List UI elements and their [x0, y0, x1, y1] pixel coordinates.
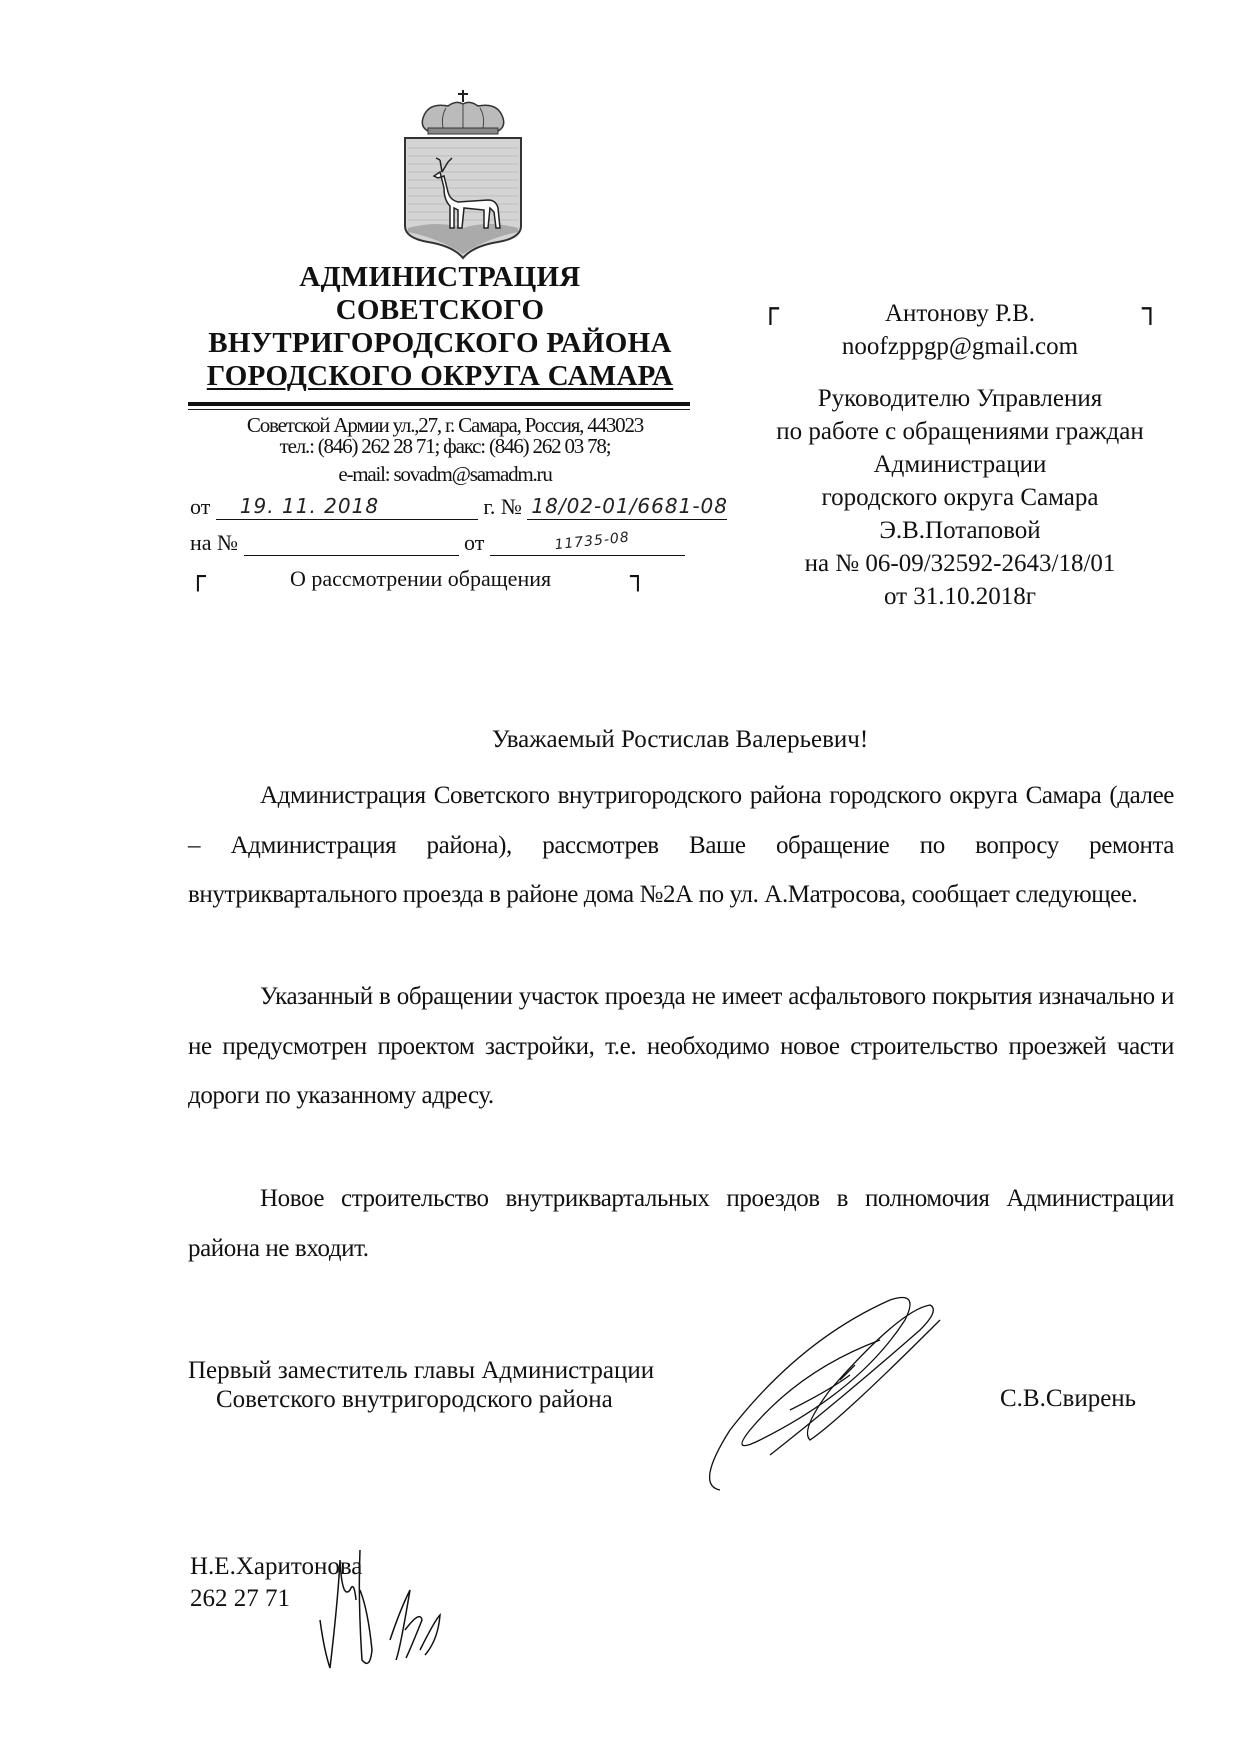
number-field — [527, 494, 728, 520]
sender-email: e-mail: sovadm@samadm.ru — [338, 462, 552, 486]
copy-line: Руководителю Управления — [817, 385, 1103, 412]
handwritten-signature-icon — [690, 1280, 1020, 1500]
date-handwritten: 19. 11. 2018 — [239, 494, 380, 518]
subject-text: О рассмотрении обращения — [290, 566, 552, 591]
copy-line: Администрации — [873, 451, 1047, 478]
number-handwritten-extra: 11735-08 — [553, 529, 631, 554]
body-paragraph: Новое строительство внутриквартальных проездов в полномочия Администрации района не входит. — [188, 1185, 1174, 1262]
copy-recipient-block — [745, 382, 1175, 613]
signatory-name: С.В.Свирень — [1000, 1385, 1137, 1412]
sender-address: Советской Армии ул.,27, г. Самара, Россия, 443023 — [246, 413, 644, 437]
position-line: Первый заместитель главы Администрации — [188, 1357, 655, 1384]
salutation: Уважаемый Ростислав Валерьевич! — [491, 726, 869, 753]
addressee-block — [745, 297, 1175, 363]
date-field — [216, 494, 478, 520]
org-line: ВНУТРИГОРОДСКОГО РАЙОНА — [208, 327, 672, 359]
number-label: г. № — [483, 494, 522, 519]
reply-from-label: от — [464, 530, 485, 555]
copy-line: городского округа Самара — [821, 484, 1099, 511]
corner-bracket-left-icon: ┌ — [762, 292, 779, 325]
body-paragraph: Указанный в обращении участок проезда не имеет асфальтового покрытия изначально и не предусмотрен проектом застройки, т.е. необходимо новое строительство проезжей части дороги по указанному адресу. — [188, 983, 1174, 1109]
reply-from-field — [490, 533, 685, 556]
header-rule-thin — [188, 409, 690, 410]
from-label: от — [190, 494, 211, 519]
coat-of-arms-icon — [378, 88, 548, 260]
signatory-position — [188, 1356, 654, 1414]
addressee-name: Антонову Р.В. — [884, 300, 1036, 327]
executor-phone: 262 27 71 — [190, 1585, 290, 1612]
copy-line: Э.В.Потаповой — [879, 517, 1041, 544]
addressee-email: noofzppgp@gmail.com — [841, 333, 1079, 360]
copy-line: от 31.10.2018г — [883, 583, 1037, 610]
number-handwritten: 18/02-01/6681-08 — [531, 494, 728, 518]
copy-line: на № 06-09/32592-2643/18/01 — [804, 550, 1116, 577]
registration-date-row — [190, 494, 727, 520]
sender-organization — [180, 261, 700, 393]
reply-to-label: на № — [190, 530, 239, 555]
position-line: Советского внутригородского района — [216, 1386, 613, 1413]
corner-bracket-right-icon: ┐ — [630, 562, 646, 592]
handwritten-initials-icon — [310, 1540, 470, 1690]
header-rule — [188, 402, 690, 406]
corner-bracket-right-icon: ┐ — [1142, 292, 1159, 325]
corner-bracket-left-icon: ┌ — [190, 562, 206, 592]
org-line: СОВЕТСКОГО — [335, 294, 545, 326]
org-line: АДМИНИСТРАЦИЯ — [299, 261, 581, 293]
executor-name: Н.Е.Харитонова — [190, 1553, 363, 1580]
org-line: ГОРОДСКОГО ОКРУГА САМАРА — [206, 360, 674, 392]
reply-reference-row — [190, 530, 685, 556]
body-paragraph: Администрация Советского внутригородского района городского округа Самара (далее – Администрация района), рассмотрев Ваше обращение по вопросу ремонта внутриквартального проезда в районе дома №2А по ул. А.Матросова, сообщает следующее. — [188, 782, 1174, 908]
copy-line: по работе с обращениями граждан — [776, 418, 1144, 445]
sender-phone: тел.: (846) 262 28 71; факс: (846) 262 03 78; — [279, 434, 611, 458]
reply-to-field — [244, 533, 459, 556]
